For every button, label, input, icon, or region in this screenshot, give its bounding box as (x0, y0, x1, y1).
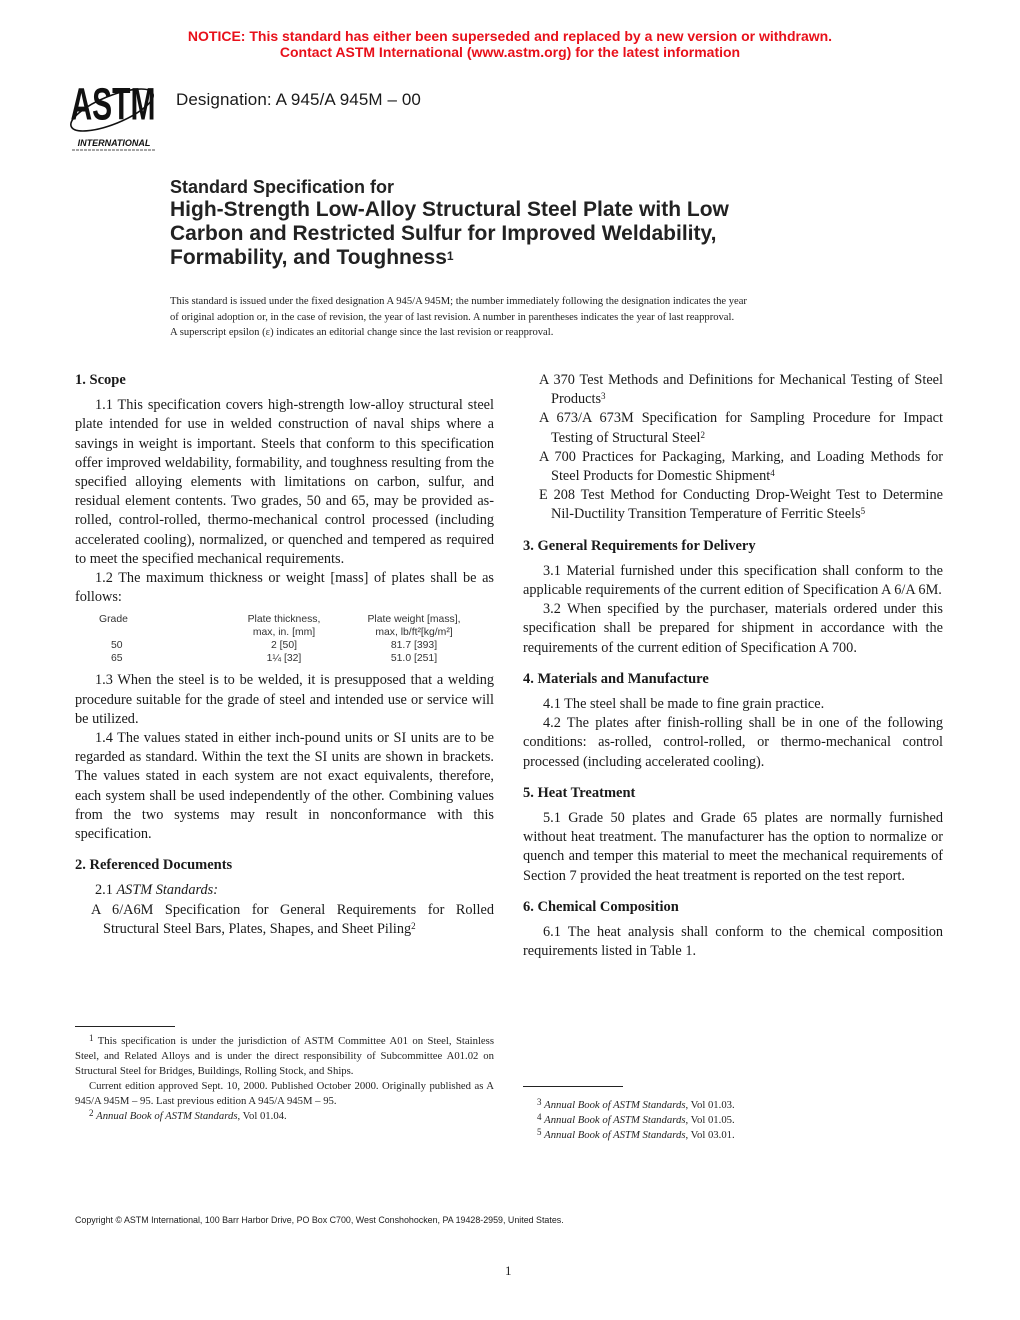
astm-logo (66, 70, 162, 154)
footnote-5: $^5$ Annual Book of ASTM Standards, Vol 03.01. (537, 1127, 735, 1141)
svg-text:INTERNATIONAL: INTERNATIONAL (77, 138, 151, 148)
supersession-notice (0, 28, 1020, 60)
footnote-ref[interactable]: 1 (446, 249, 454, 263)
footnotes-right (523, 1098, 943, 1143)
copyright-notice: Copyright © ASTM International, 100 Barr Harbor Drive, PO Box C700, West Conshohocken, PA 19428-2959, United States. (75, 1215, 564, 1225)
title-line-3: Carbon and Restricted Sulfur for Improved Weldability, (170, 222, 717, 245)
footnote-divider-right (523, 1086, 623, 1087)
title-line-2: High-Strength Low-Alloy Structural Steel Plate with Low (170, 198, 729, 221)
section-heading-chemical-composition: 6. Chemical Composition (523, 898, 679, 915)
reference-e208[interactable]: E 208 Test Method for Conducting Drop-Weight Test to Determine Nil-Ductility Transition Temperature of Ferritic Steels$^5$ (539, 487, 943, 523)
designation: Designation: A 945/A 945M – 00 (176, 90, 421, 109)
title-line-1: Standard Specification for (170, 177, 395, 197)
paragraph-3-2: 3.2 When specified by the purchaser, materials ordered under this specification shall be prepared for shipment in accordance with the requirements of the current edition of Specification A 700. (523, 601, 943, 656)
paragraph-1-3: 1.3 When the steel is to be welded, it is presupposed that a welding procedure suitable for the grade of steel and intended use or service will be utilized. (75, 672, 494, 727)
reference-a370[interactable]: A 370 Test Methods and Definitions for Mechanical Testing of Steel Products$^3$ (539, 372, 943, 408)
footnote-divider-left (75, 1026, 175, 1027)
section-heading-scope: 1. Scope (75, 372, 126, 388)
footnote-4: $^4$ Annual Book of ASTM Standards, Vol 01.05. (537, 1112, 735, 1126)
paragraph-4-1: 4.1 The steel shall be made to fine grain practice. (543, 696, 825, 713)
paragraph-1-4: 1.4 The values stated in either inch-pound units or SI units are to be regarded as standard. Within the text the SI units are shown in brackets. The values stated in each system are not exact equivalents, therefore, each system shall be used independently of the other. Combining values from the two systems may result in nonconformance with this specification. (75, 730, 494, 843)
document-title (170, 176, 729, 270)
reference-a673[interactable]: A 673/A 673M Specification for Sampling Procedure for Impact Testing of Structural Steel$^2$ (539, 410, 943, 446)
astm-logo-icon (66, 70, 162, 154)
section-heading-materials: 4. Materials and Manufacture (523, 670, 709, 687)
table-header-row: Grade Plate thickness, Plate weight [mass], (99, 614, 461, 626)
paragraph-1-2: 1.2 The maximum thickness or weight [mass] of plates shall be as follows: (75, 570, 494, 606)
footnote-1: $^1$ This specification is under the jurisdiction of ASTM Committee A01 on Steel, Stainless Steel, and Related Alloys and is under the direct responsibility of Subcommittee A01.02 on Structural Steel for Bridges, Buildings, Rolling Stock, and Ships. (75, 1033, 494, 1077)
footnote-3: $^3$ Annual Book of ASTM Standards, Vol 01.03. (537, 1097, 735, 1111)
issuance-note: This standard is issued under the fixed designation A 945/A 945M; the number immediately following the designation indicates the year of original adoption or, in the case of revision, the year of last revision. A number in parentheses indicates the year of last reapproval. A superscript epsilon (ε) indicates an editorial change since the last revision or reapproval. (170, 296, 747, 338)
reference-a6[interactable]: A 6/A6M Specification for General Requirements for Rolled Structural Steel Bars, Plates, Shapes, and Sheet Piling$^2$ (91, 901, 494, 937)
footnote-1-edition: Current edition approved Sept. 10, 2000. Published October 2000. Originally published as A 945/A 945M – 95. Last previous edition A 945/A 945M – 95. (75, 1080, 494, 1107)
notice-line-1: NOTICE: This standard has either been superseded and replaced by a new version or withdrawn. (187, 28, 833, 44)
notice-line-2: Contact ASTM International (www.astm.org) for the latest information (279, 44, 741, 60)
plate-limits-table (99, 613, 479, 665)
left-column (75, 371, 494, 939)
footnotes-left (75, 1034, 494, 1124)
table-row: 50 2 [50] 81.7 [393] (111, 640, 438, 652)
title-line-4: Formability, and Toughness$^1$ (170, 246, 454, 269)
right-column (523, 371, 943, 961)
paragraph-3-1: 3.1 Material furnished under this specification shall conform to the applicable requirements of the current edition of Specification A 6/A 6M. (523, 562, 943, 599)
table-header-row-2: max, in. [mm] max, lb/ft²[kg/m²] (252, 627, 453, 639)
page-number: 1 (505, 1263, 512, 1278)
table-row: 65 1¼ [32] 51.0 [251] (111, 653, 438, 665)
paragraph-5-1: 5.1 Grade 50 plates and Grade 65 plates are normally furnished without heat treatment. The manufacturer has the option to normalize or quench and temper this material to meet the mechanical requirements of Section 7 provided the heat treatment is reported on the test report. (523, 810, 943, 884)
footnote-2: $^2$ Annual Book of ASTM Standards, Vol 01.04. (89, 1108, 287, 1122)
paragraph-4-2: 4.2 The plates after finish-rolling shall be in one of the following conditions: as-rolled, control-rolled, or thermo-mechanical control processed (including accelerated cooling). (523, 715, 943, 770)
section-heading-referenced-documents: 2. Referenced Documents (75, 857, 233, 874)
section-heading-heat-treatment: 5. Heat Treatment (523, 784, 636, 801)
reference-a700[interactable]: A 700 Practices for Packaging, Marking, and Loading Methods for Steel Products for Domestic Shipment$^4$ (539, 448, 943, 485)
paragraph-6-1: 6.1 The heat analysis shall conform to the chemical composition requirements listed in Table 1. (523, 924, 943, 960)
paragraph-2-1: 2.1 ASTM Standards: (95, 882, 218, 899)
svg-text:ASTM: ASTM (70, 79, 156, 131)
section-heading-general-requirements: 3. General Requirements for Delivery (523, 537, 756, 554)
paragraph-1-1: 1.1 This specification covers high-strength low-alloy structural steel plate intended for use in welded construction of naval ships where a savings in weight is important. Steels that conform to this specification offer improved weldability, formability, and toughness resulting from the specified alloying elements with limitations on carbon, sulfur, and residual element contents. Two grades, 50 and 65, may be provided as-rolled, control-rolled, thermo-mechanical control processed (including accelerated cooling), normalized, or quenched and tempered as required to meet the specified mechanical requirements. (75, 397, 494, 567)
